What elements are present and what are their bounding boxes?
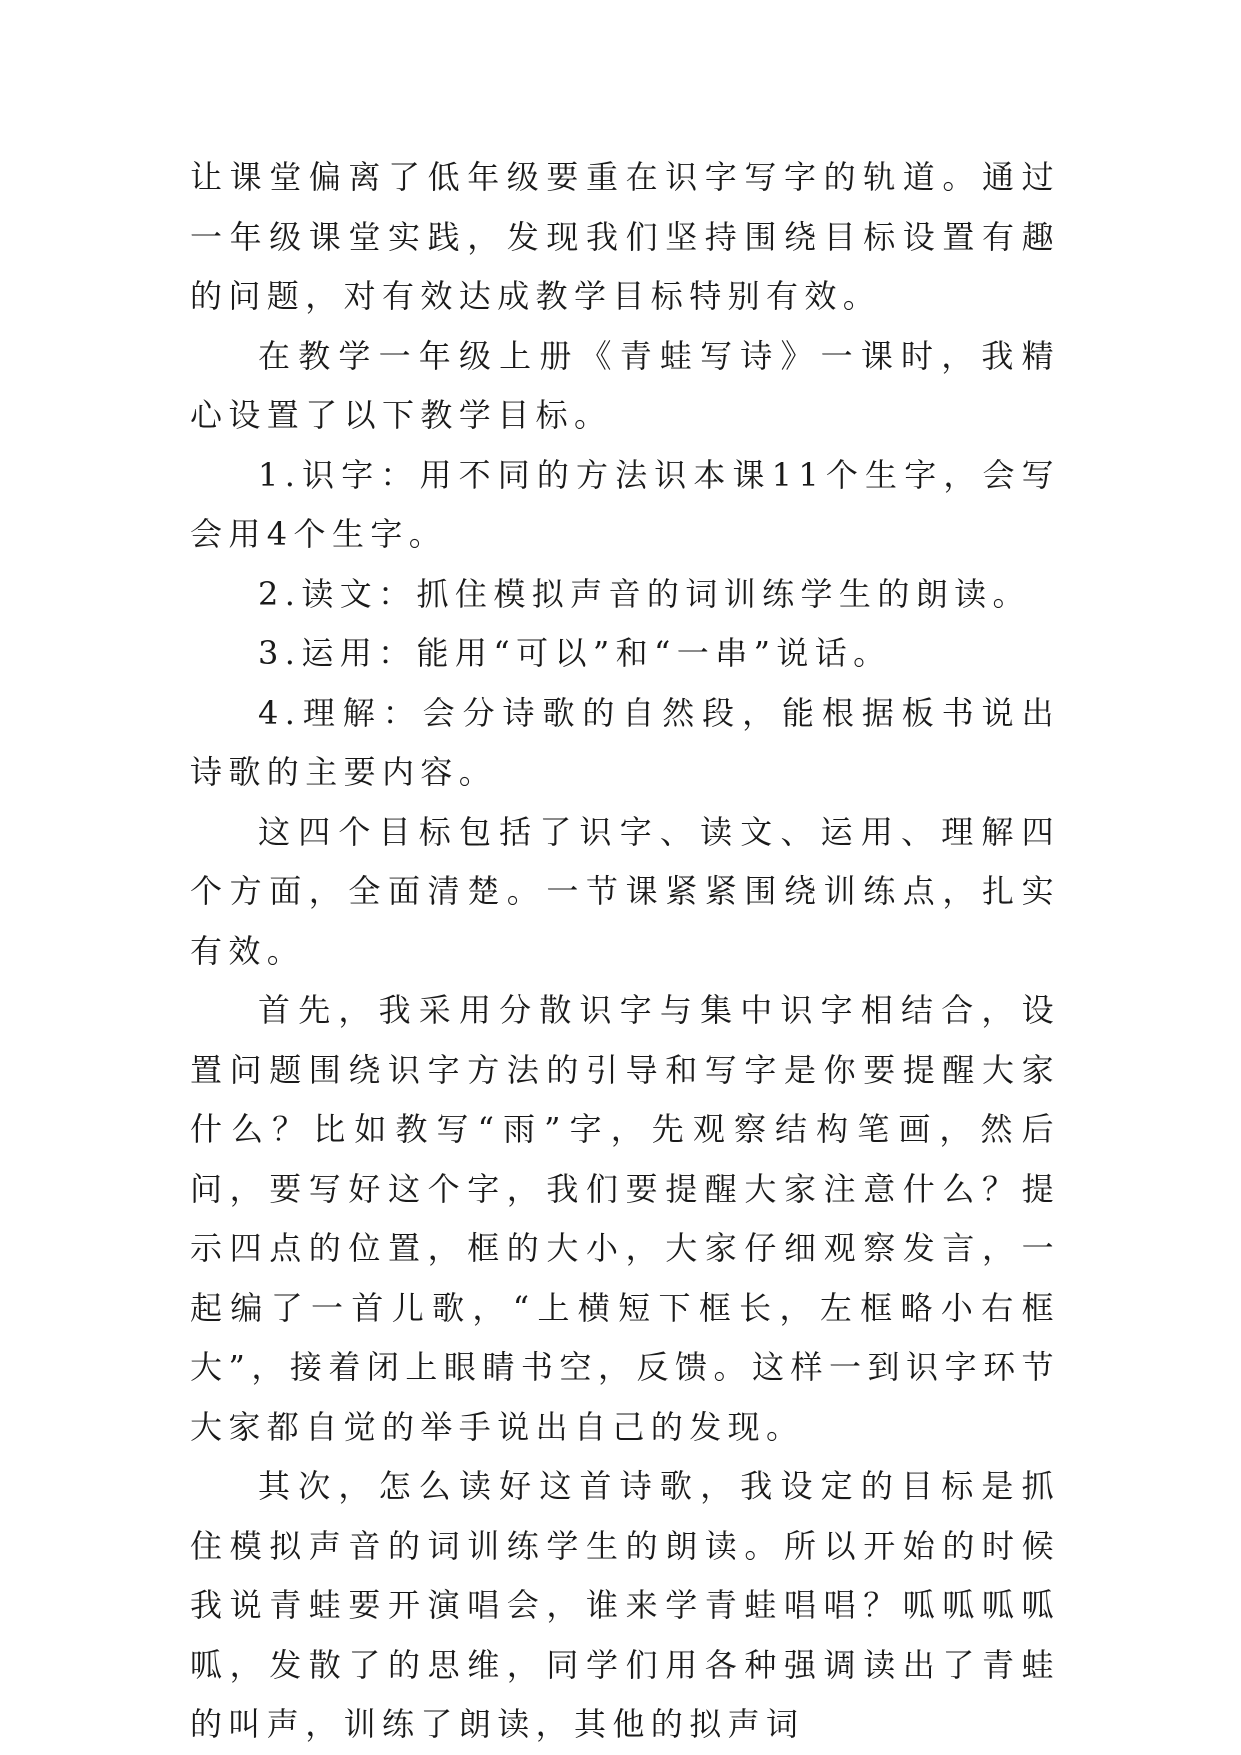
paragraph: 首先，我采用分散识字与集中识字相结合，设置问题围绕识字方法的引导和写字是你要提醒大家什么？比如教写“雨”字，先观察结构笔画，然后问，要写好这个字，我们要提醒大家注意什么？提示四点的位置，框的大小，大家仔细观察发言，一起编了一首儿歌，“上横短下框长，左框略小右框大”，接着闭上眼睛书空，反馈。这样一到识字环节大家都自觉的举手说出自己的发现。 bbox=[190, 991, 1060, 1446]
paragraph: 让课堂偏离了低年级要重在识字写字的轨道。通过一年级课堂实践，发现我们坚持围绕目标设置有趣的问题，对有效达成教学目标特别有效。 bbox=[190, 158, 1060, 315]
paragraph: 这四个目标包括了识字、读文、运用、理解四个方面，全面清楚。一节课紧紧围绕训练点，扎实有效。 bbox=[190, 812, 1060, 970]
paragraph-goal-3: 3.运用：能用“可以”和“一串”说话。 bbox=[258, 634, 892, 672]
paragraph-goal-2: 2.读文：抓住模拟声音的词训练学生的朗读。 bbox=[258, 574, 1031, 613]
paragraph-goal-1: 1.识字：用不同的方法识本课11个生字，会写会用4个生字。 bbox=[190, 455, 1060, 553]
paragraph: 其次，怎么读好这首诗歌，我设定的目标是抓住模拟声音的词训练学生的朗读。所以开始的时候我说青蛙要开演唱会，谁来学青蛙唱唱？呱呱呱呱呱，发散了的思维，同学们用各种强调读出了青蛙的叫声，训练了朗读，其他的拟声词 bbox=[190, 1467, 1060, 1743]
paragraph: 在教学一年级上册《青蛙写诗》一课时，我精心设置了以下教学目标。 bbox=[190, 336, 1060, 434]
document-body bbox=[190, 148, 1060, 1755]
paragraph-goal-4: 4.理解：会分诗歌的自然段，能根据板书说出诗歌的主要内容。 bbox=[190, 693, 1060, 791]
